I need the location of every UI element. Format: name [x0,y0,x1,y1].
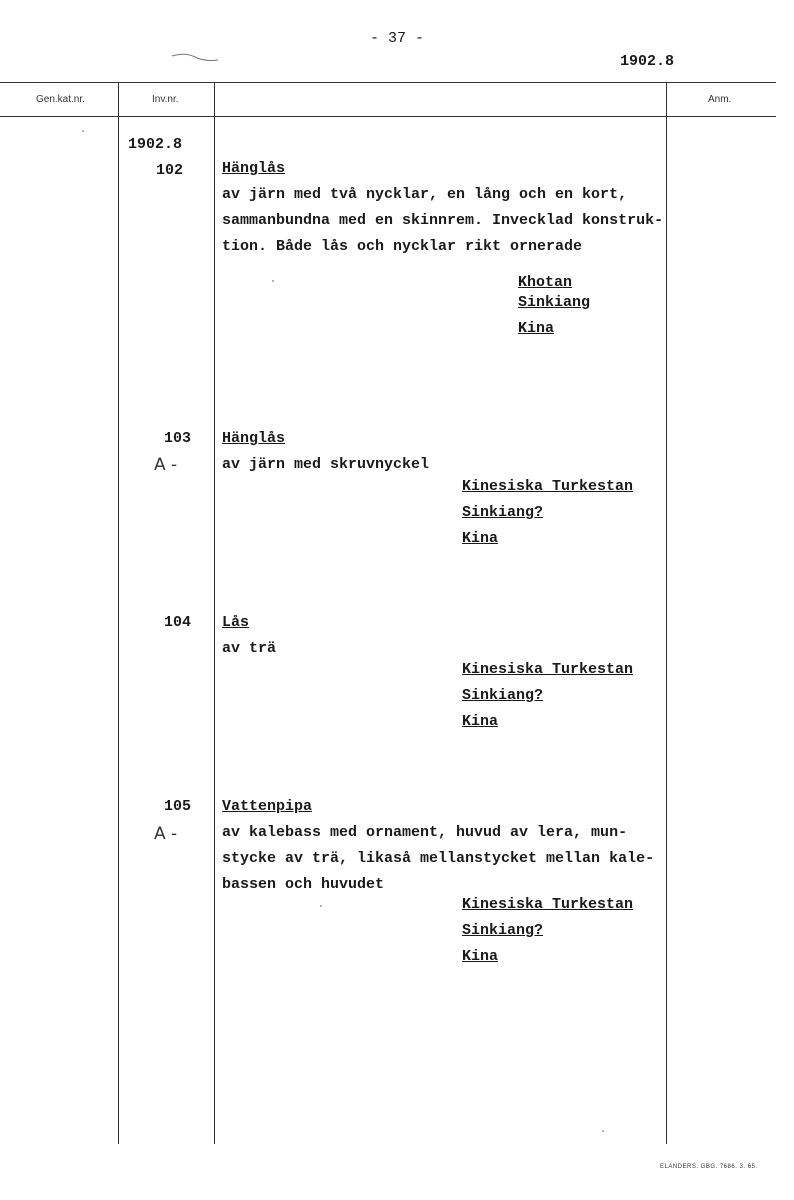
entry-place: Sinkiang? [462,922,544,939]
scan-speck [320,905,322,907]
entry-place: Khotan [518,274,573,291]
entry-description-line: sammanbundna med en skinnrem. Invecklad konstruk- [222,212,664,229]
column-divider-inv [118,82,119,1144]
entry-number: 104 [164,614,192,631]
pencil-scribble [170,50,220,64]
entry-description-line: bassen och huvudet [222,876,385,893]
handwritten-mark: A - [154,455,178,475]
entry-place: Kinesiska Turkestan [462,661,634,678]
scan-speck [82,130,84,132]
collection-reference: 1902.8 [128,136,183,153]
entry-number: 105 [164,798,192,815]
entry-title: Hänglås [222,160,286,177]
entry-description-line: av kalebass med ornament, huvud av lera, mun- [222,824,628,841]
entry-place: Sinkiang? [462,687,544,704]
entry-description-line: stycke av trä, likaså mellanstycket mellan kale- [222,850,655,867]
entry-title: Hänglås [222,430,286,447]
header-bottom-rule [0,116,776,117]
entry-place: Kina [518,320,555,337]
entry-place: Sinkiang [518,294,591,311]
page-number: - 37 - [369,30,424,47]
entry-place: Kinesiska Turkestan [462,478,634,495]
header-catalog-reference: 1902.8 [620,53,675,70]
printer-mark: ELANDERS. GBG. 7686. 3. 65. [660,1164,758,1170]
column-header-anm: Anm. [708,94,732,105]
entry-place: Kina [462,530,499,547]
entry-title: Lås [222,614,250,631]
entry-place: Kinesiska Turkestan [462,896,634,913]
column-header-gen-kat: Gen.kat.nr. [36,94,85,105]
scan-speck [602,1130,604,1132]
entry-description-line: tion. Både lås och nycklar rikt ornerade [222,238,583,255]
column-header-inv: Inv.nr. [152,94,179,105]
scan-speck [272,280,274,282]
header-top-rule [0,82,776,83]
entry-place: Kina [462,948,499,965]
entry-place: Kina [462,713,499,730]
column-divider-text [214,82,215,1144]
column-divider-anm [666,82,667,1144]
handwritten-mark: A - [154,824,178,844]
entry-number: 102 [156,162,184,179]
entry-number: 103 [164,430,192,447]
entry-description-line: av trä [222,640,277,657]
entry-place: Sinkiang? [462,504,544,521]
entry-description-line: av järn med två nycklar, en lång och en kort, [222,186,628,203]
entry-title: Vattenpipa [222,798,313,815]
entry-description-line: av järn med skruvnyckel [222,456,430,473]
